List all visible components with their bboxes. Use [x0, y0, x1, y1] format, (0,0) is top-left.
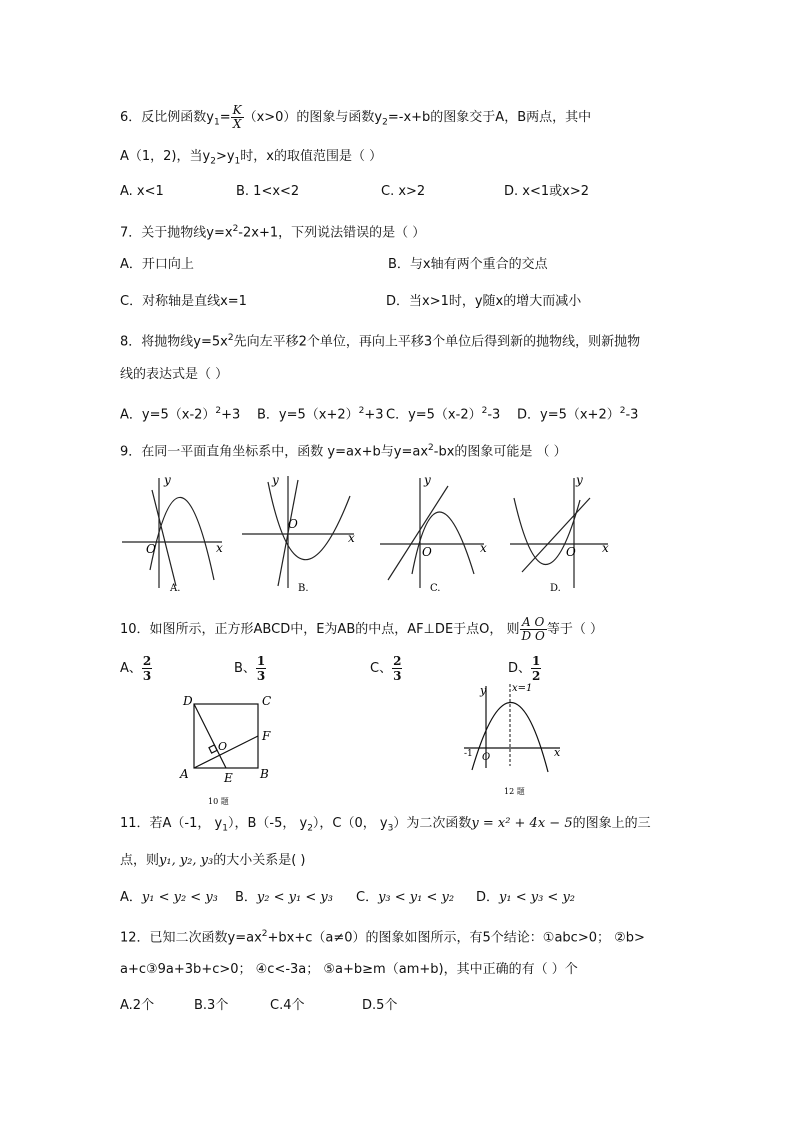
- q7-stem: 7．关于抛物线$y=x^2-2x+1$，下列说法错误的是（ ）: [120, 224, 426, 241]
- q9-a-y: y: [164, 473, 171, 487]
- q9-b-x: x: [348, 531, 355, 545]
- q12-option-d[interactable]: D.5个: [362, 998, 398, 1013]
- q9-b-o: O: [288, 517, 298, 531]
- q9-d-label: D.: [550, 583, 561, 594]
- q8-option-a[interactable]: A．$y=5(x-2)^2+3$: [120, 406, 241, 423]
- q11-option-a[interactable]: A．y₁ < y₂ < y₃: [120, 890, 218, 905]
- q8-option-c[interactable]: C．$y=5(x-2)^2-3$: [386, 406, 501, 423]
- q10-label-d: D: [183, 694, 193, 708]
- q6-option-c[interactable]: C. x>2: [381, 184, 426, 199]
- q9-c-label: C.: [430, 583, 441, 594]
- q9-a-label: A.: [170, 583, 181, 594]
- q6-fraction: $\frac{K}{X}$: [232, 103, 242, 131]
- q12-line-label: x=1: [512, 683, 533, 694]
- q7-option-a[interactable]: A．开口向上: [120, 257, 194, 272]
- q6-option-a[interactable]: A. x<1: [120, 184, 164, 199]
- q10-label-f: F: [262, 729, 271, 743]
- q9-d-y: y: [576, 473, 583, 487]
- q9-graphs: [118, 470, 628, 596]
- q8-option-d[interactable]: D．$y=5(x+2)^2-3$: [517, 406, 639, 423]
- q11-stem-line2: 点，则y₁, y₂, y₃的大小关系是( ): [120, 853, 306, 868]
- q10-label-o: O: [218, 740, 228, 753]
- q6-option-d[interactable]: D. x<1或x>2: [504, 184, 589, 199]
- q11-option-d[interactable]: D．y₁ < y₃ < y₂: [476, 890, 575, 905]
- q8-option-b[interactable]: B．$y=5(x+2)^2+3$: [257, 406, 384, 423]
- q12-x: x: [554, 746, 561, 759]
- q10-label-c: C: [262, 694, 272, 708]
- q9-b-label: B.: [298, 583, 309, 594]
- q7-option-c[interactable]: C．对称轴是直线x=1: [120, 294, 247, 309]
- q10-option-d[interactable]: D、 $\frac{1}{2}$: [508, 654, 541, 683]
- q12-origin: O: [482, 752, 491, 763]
- q12-neg-one: -1: [464, 749, 473, 759]
- q9-d-x: x: [602, 541, 609, 555]
- q9-c-x: x: [480, 541, 487, 555]
- q10-label-e: E: [224, 771, 233, 785]
- q12-stem: 12．已知二次函数$y=ax^2+bx+c(a\ne 0)$的图象如图所示，有5个结论：①abc>0； ②b>: [120, 929, 645, 946]
- q12-figure: [456, 676, 568, 800]
- q12-option-a[interactable]: A.2个: [120, 998, 155, 1013]
- q7-option-b[interactable]: B．与x轴有两个重合的交点: [388, 257, 548, 272]
- q10-figure: [176, 692, 286, 808]
- q11-option-b[interactable]: B．y₂ < y₁ < y₃: [235, 890, 333, 905]
- q9-c-y: y: [424, 473, 431, 487]
- q9-graph-b[interactable]: [242, 476, 354, 588]
- q9-a-x: x: [216, 541, 223, 555]
- q12-option-b[interactable]: B.3个: [194, 998, 229, 1013]
- q9-c-o: O: [422, 545, 432, 559]
- q6-option-b[interactable]: B. 1<x<2: [236, 184, 300, 199]
- q9-stem: 9．在同一平面直角坐标系中，函数 y=ax+b与$y=ax^2-bx$的图象可能是 （ ）: [120, 443, 567, 460]
- q9-graph-c[interactable]: [380, 478, 484, 588]
- q10-option-a[interactable]: A、 $\frac{2}{3}$: [120, 654, 152, 683]
- q9-d-o: O: [566, 545, 576, 559]
- q11-option-c[interactable]: C．y₃ < y₁ < y₂: [356, 890, 455, 905]
- q8-stem-line2: 线的表达式是（ ）: [120, 367, 229, 382]
- q9-b-y: y: [272, 473, 279, 487]
- q8-stem: 8．将抛物线$y=5x^2$先向左平移2个单位，再向上平移3个单位后得到新的抛物线，则新抛物: [120, 333, 641, 350]
- q12-y: y: [480, 684, 487, 697]
- q12-option-c[interactable]: C.4个: [270, 998, 305, 1013]
- q10-label-a: A: [180, 767, 189, 781]
- q9-a-o: O: [146, 542, 156, 556]
- q10-stem: 10．如图所示，正方形ABCD中，E为AB的中点，AF⊥DE于点O， 则 $\frac{\text{A O}}{\text{D O}}$ 等于（ ）: [120, 615, 603, 643]
- q12-stem-line2: a+c③9a+3b+c>0； ④c<-3a； ⑤a+b≥m（am+b)，其中正确的有（ ）个: [120, 962, 578, 977]
- q10-fraction: $\frac{\text{A O}}{\text{D O}}$: [521, 615, 545, 643]
- q10-option-c[interactable]: C、 $\frac{2}{3}$: [370, 654, 402, 683]
- q10-caption: 10 题: [208, 797, 229, 806]
- q10-option-b[interactable]: B、 $\frac{1}{3}$: [234, 654, 266, 683]
- q7-option-d[interactable]: D．当x>1时，y随x的增大而减小: [386, 294, 582, 309]
- q10-label-b: B: [260, 767, 269, 781]
- q9-graph-a[interactable]: [122, 478, 222, 588]
- q6-stem: 6．反比例函数$y_1=$ $\frac{K}{X}$ （x>0）的图象与函数$y_2=-x+b$的图象交于A，B两点，其中: [120, 103, 592, 131]
- q11-stem: 11．若A（-1， $y_1$），B（-5， $y_2$），C（0， $y_3$）为二次函数y = x² + 4x − 5的图象上的三: [120, 816, 651, 834]
- q9-graph-d[interactable]: [510, 478, 608, 588]
- q12-caption: 12 题: [504, 787, 525, 796]
- q6-stem-line2: A（1，2)，当$y_2>y_1$时，x的取值范围是（ ）: [120, 149, 383, 167]
